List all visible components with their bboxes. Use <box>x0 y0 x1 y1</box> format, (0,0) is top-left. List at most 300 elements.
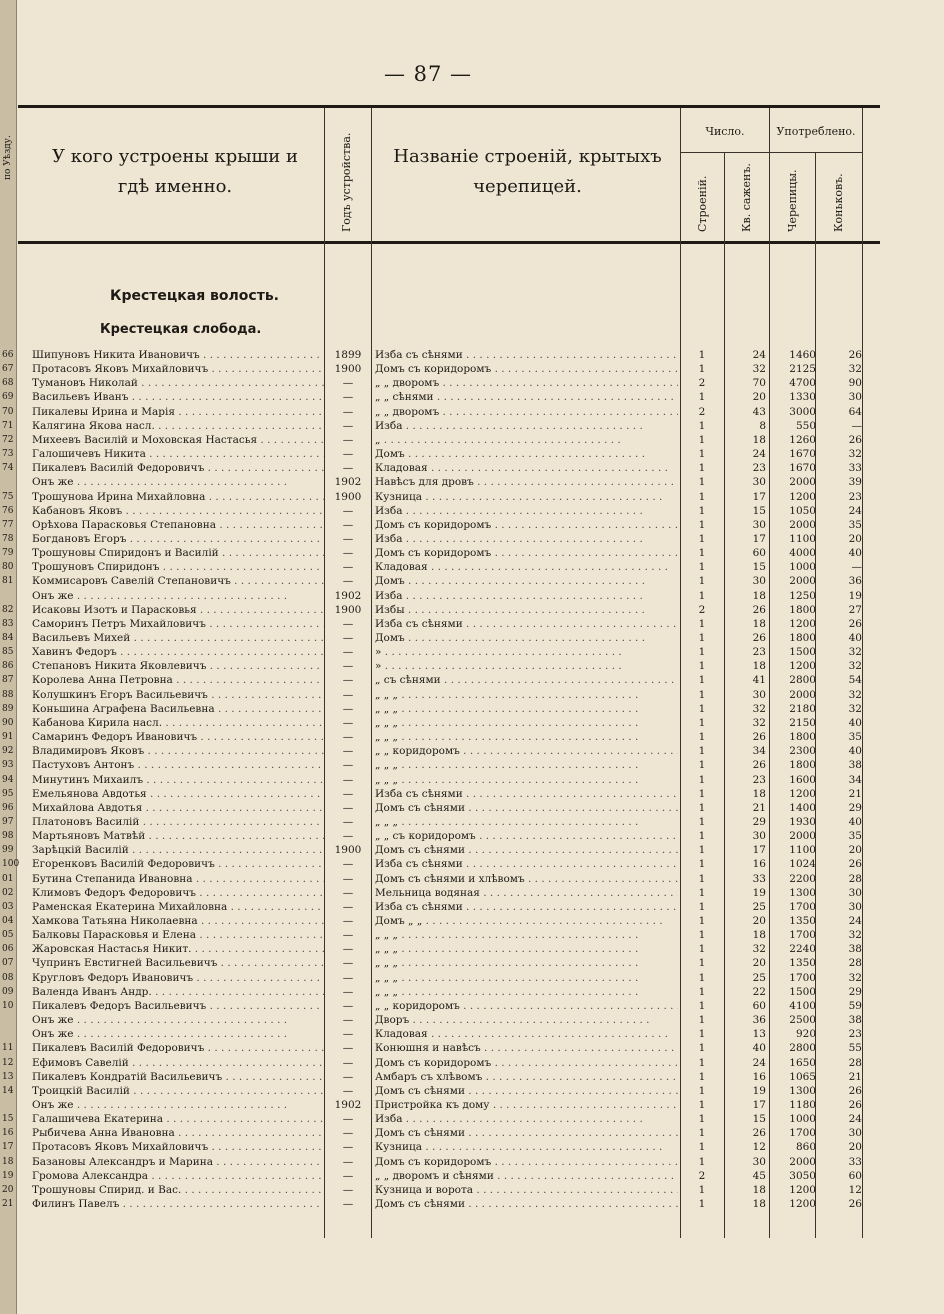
year-cell: 1900 <box>334 603 362 616</box>
row-number: 98 <box>2 831 14 842</box>
building-count: 2 <box>698 603 706 616</box>
owner-name: Трошуновъ Спиридонъ . . . <box>32 560 324 574</box>
year-cell: — <box>342 801 354 814</box>
ridge-count: 60 <box>848 1169 862 1182</box>
table-row <box>0 999 944 1013</box>
year-cell: — <box>342 957 354 970</box>
year-cell: — <box>342 943 354 956</box>
tiles-count: 2000 <box>789 688 816 701</box>
building-count: 1 <box>698 858 706 871</box>
owner-name: Васильевъ Михей . . . <box>32 631 324 645</box>
owner-name: Онъ же . . . <box>32 589 324 603</box>
building-count: 1 <box>698 547 706 560</box>
building-name: „ „ „ . . . <box>375 730 678 744</box>
year-cell: — <box>342 858 354 871</box>
table-row <box>0 872 944 886</box>
tiles-count: 2500 <box>789 1014 816 1027</box>
ridge-count: 30 <box>848 900 862 913</box>
tiles-count: 3000 <box>789 405 816 418</box>
table-row <box>0 773 944 787</box>
ridge-count: 32 <box>848 929 862 942</box>
owner-name: Хавинъ Федоръ . . . <box>32 645 324 659</box>
tiles-count: 2125 <box>789 363 816 376</box>
table-row <box>0 1027 944 1041</box>
building-count: 1 <box>698 830 706 843</box>
year-cell: — <box>342 448 354 461</box>
row-number: 73 <box>2 449 14 460</box>
ridge-count: 32 <box>848 448 862 461</box>
owner-name: Хамкова Татьяна Николаевна . . . <box>32 914 324 928</box>
row-number: 87 <box>2 675 14 686</box>
owner-name: Кабанова Кирила насл. . . . <box>32 716 324 730</box>
table-row <box>0 1155 944 1169</box>
tiles-count: 1700 <box>789 1127 816 1140</box>
table-row <box>0 645 944 659</box>
owner-name: Калягина Якова насл. . . . <box>32 419 324 433</box>
building-count: 1 <box>698 688 706 701</box>
owner-name: Громова Александра . . . <box>32 1169 324 1183</box>
row-number: 18 <box>2 1156 14 1167</box>
row-number: 90 <box>2 717 14 728</box>
tiles-count: 1330 <box>789 391 816 404</box>
building-name: Изба съ сѣнями . . . <box>375 857 678 871</box>
building-name: Изба съ сѣнями . . . <box>375 617 678 631</box>
year-cell: — <box>342 716 354 729</box>
tiles-count: 1000 <box>789 561 816 574</box>
ridge-count: 26 <box>848 858 862 871</box>
building-name: Кузница . . . <box>375 1140 678 1154</box>
building-name: Изба съ сѣнями . . . <box>375 348 678 362</box>
tiles-count: 920 <box>795 1028 816 1041</box>
building-name: Кузница . . . <box>375 490 678 504</box>
table-row <box>0 801 944 815</box>
building-count: 1 <box>698 787 706 800</box>
tiles-count: 1700 <box>789 900 816 913</box>
header-used-group: Употреблено. <box>776 125 856 138</box>
table-row <box>0 433 944 447</box>
ridge-count: 35 <box>848 518 862 531</box>
tiles-count: 1400 <box>789 801 816 814</box>
table-row <box>0 942 944 956</box>
year-cell: — <box>342 773 354 786</box>
owner-name: Степановъ Никита Яковлевичъ . . . <box>32 659 324 673</box>
year-cell: — <box>342 1155 354 1168</box>
row-number: 99 <box>2 845 14 856</box>
ridge-count: 26 <box>848 1098 862 1111</box>
building-name: Домъ съ коридоромъ . . . <box>375 1155 678 1169</box>
year-cell: — <box>342 660 354 673</box>
row-number: 09 <box>2 986 14 997</box>
building-name: Изба . . . <box>375 589 678 603</box>
row-number: 95 <box>2 788 14 799</box>
tiles-count: 1050 <box>789 504 816 517</box>
building-name: Домъ съ коридоромъ . . . <box>375 546 678 560</box>
year-cell: — <box>342 547 354 560</box>
building-name: Кладовая . . . <box>375 461 678 475</box>
tiles-count: 1350 <box>789 915 816 927</box>
year-cell: — <box>342 1070 354 1083</box>
ridge-count: 26 <box>848 1084 862 1097</box>
building-count: 1 <box>698 363 706 376</box>
tiles-count: 1180 <box>789 1098 816 1111</box>
row-number: 76 <box>2 505 14 516</box>
table-row <box>0 1056 944 1070</box>
building-count: 1 <box>698 900 706 913</box>
sajen-count: 30 <box>752 575 766 588</box>
building-name: „ . . . <box>375 433 678 447</box>
sajen-count: 17 <box>752 532 766 545</box>
ridge-count: 38 <box>848 759 862 772</box>
owner-name: Платоновъ Василій . . . <box>32 815 324 829</box>
owner-name: Трошунова Ирина Михайловна . . . <box>32 490 324 504</box>
building-name: „ „ сѣнями . . . <box>375 390 678 404</box>
year-cell: — <box>342 561 354 574</box>
year-cell: — <box>342 518 354 531</box>
owner-name: Онъ же . . . <box>32 1098 324 1112</box>
table-row <box>0 376 944 390</box>
sajen-count: 26 <box>752 731 766 744</box>
building-name: Дворъ . . . <box>375 1013 678 1027</box>
year-cell: — <box>342 929 354 942</box>
year-cell: — <box>342 433 354 446</box>
row-number: 83 <box>2 618 14 629</box>
building-name: Домъ съ коридоромъ . . . <box>375 1056 678 1070</box>
row-number: 68 <box>2 378 14 389</box>
owner-name: Саморинъ Петръ Михайловичъ . . . <box>32 617 324 631</box>
table-row <box>0 1169 944 1183</box>
row-number: 84 <box>2 633 14 643</box>
ridge-count: 40 <box>848 632 862 644</box>
table-row <box>0 546 944 560</box>
tiles-count: 4700 <box>789 377 816 390</box>
building-count: 1 <box>698 716 706 729</box>
building-count: 1 <box>698 745 706 758</box>
table-row <box>0 971 944 985</box>
building-name: Домъ съ сѣнями . . . <box>375 801 678 815</box>
row-number: 88 <box>2 689 14 700</box>
ridge-count: 90 <box>848 377 862 390</box>
tiles-count: 1200 <box>789 1183 816 1196</box>
ridge-count: 26 <box>848 617 862 630</box>
table-row <box>0 673 944 687</box>
owner-name: Троицкій Василій . . . <box>32 1084 324 1098</box>
row-number: 13 <box>2 1071 14 1082</box>
sajen-count: 16 <box>752 858 766 871</box>
year-cell: — <box>342 617 354 630</box>
year-cell: — <box>342 1113 354 1126</box>
sajen-count: 15 <box>752 561 766 574</box>
building-count: 1 <box>698 349 706 361</box>
building-count: 2 <box>698 377 706 390</box>
ridge-count: 40 <box>848 815 862 828</box>
tiles-count: 1260 <box>789 433 816 446</box>
tiles-count: 1670 <box>789 462 816 475</box>
ridge-count: 36 <box>848 575 862 588</box>
year-cell: — <box>342 1198 354 1210</box>
table-row <box>0 589 944 603</box>
header-building: Названіе строеній, крытыхъ черепицей. <box>393 146 662 197</box>
building-name: Изба . . . <box>375 504 678 518</box>
tiles-count: 1000 <box>789 1113 816 1126</box>
section-volost: Крестецкая волость. <box>110 288 279 304</box>
building-name: Домъ съ коридоромъ . . . <box>375 518 678 532</box>
row-number: 16 <box>2 1128 14 1139</box>
year-cell: — <box>342 872 354 885</box>
sajen-count: 32 <box>752 943 766 956</box>
owner-name: Жаровская Настасья Никит. . . . <box>32 942 324 956</box>
ridge-count: 40 <box>848 547 862 560</box>
table-row <box>0 1126 944 1140</box>
year-cell: — <box>342 1127 354 1140</box>
owner-name: Онъ же . . . <box>32 1027 324 1041</box>
sajen-count: 18 <box>752 787 766 800</box>
ridge-count: 30 <box>848 391 862 404</box>
ridge-count: 28 <box>848 872 862 885</box>
tiles-count: 1800 <box>789 603 816 616</box>
building-count: 1 <box>698 532 706 545</box>
year-cell: — <box>342 745 354 758</box>
tiles-count: 2300 <box>789 745 816 758</box>
building-count: 1 <box>698 518 706 531</box>
tiles-count: 1200 <box>789 1198 816 1210</box>
building-name: Домъ . . . <box>375 447 678 461</box>
ridge-count: 21 <box>848 787 862 800</box>
sajen-count: 19 <box>752 1084 766 1097</box>
owner-name: Михайлова Авдотья . . . <box>32 801 324 815</box>
tiles-count: 2180 <box>789 702 816 715</box>
building-count: 1 <box>698 660 706 673</box>
ridge-count: — <box>851 419 862 432</box>
row-number: 82 <box>2 604 14 615</box>
building-count: 1 <box>698 1127 706 1140</box>
building-count: 1 <box>698 1084 706 1097</box>
sajen-count: 15 <box>752 504 766 517</box>
owner-name: Кабановъ Яковъ . . . <box>32 504 324 518</box>
year-cell: 1899 <box>334 349 362 361</box>
owner-name: Галашичева Екатерина . . . <box>32 1112 324 1126</box>
sajen-count: 70 <box>752 377 766 390</box>
sajen-count: 60 <box>752 547 766 560</box>
row-number: 81 <box>2 576 14 587</box>
ridge-count: 27 <box>848 603 862 616</box>
row-number: 70 <box>2 406 14 417</box>
owner-name: Кругловъ Федоръ Ивановичъ . . . <box>32 971 324 985</box>
building-name: „ „ дворомъ . . . <box>375 405 678 419</box>
tiles-count: 4100 <box>789 999 816 1012</box>
page-number: — 87 — <box>383 62 473 86</box>
owner-name: Раменская Екатерина Михайловна . . . <box>32 900 324 914</box>
tiles-count: 2000 <box>789 476 816 489</box>
ridge-count: 54 <box>848 674 862 687</box>
sajen-count: 17 <box>752 1098 766 1111</box>
sajen-count: 19 <box>752 886 766 899</box>
row-number: 04 <box>2 916 14 926</box>
sajen-count: 26 <box>752 759 766 772</box>
owner-name: Минутинъ Михаилъ . . . <box>32 773 324 787</box>
tiles-count: 2000 <box>789 830 816 843</box>
table-row <box>0 702 944 716</box>
building-name: „ „ „ . . . <box>375 716 678 730</box>
row-number: 91 <box>2 732 14 743</box>
sajen-count: 22 <box>752 985 766 998</box>
owner-name: Коммисаровъ Савелій Степановичъ . . . <box>32 574 324 588</box>
year-cell: — <box>342 1084 354 1097</box>
owner-name: Шипуновъ Никита Ивановичъ . . . <box>32 348 324 362</box>
year-cell: — <box>342 830 354 843</box>
tiles-count: 1930 <box>789 815 816 828</box>
building-name: Конюшня и навѣсъ . . . <box>375 1041 678 1055</box>
owner-name: Пикалевъ Василій Федоровичъ . . . <box>32 1041 324 1055</box>
building-count: 1 <box>698 433 706 446</box>
building-count: 1 <box>698 929 706 942</box>
building-count: 1 <box>698 702 706 715</box>
tiles-count: 1350 <box>789 957 816 970</box>
year-cell: 1900 <box>334 363 362 376</box>
building-name: Мельница водяная . . . <box>375 886 678 900</box>
header-ridge: Коньковъ. <box>832 173 845 232</box>
year-cell: — <box>342 419 354 432</box>
table-row <box>0 348 944 362</box>
sajen-count: 23 <box>752 462 766 475</box>
building-count: 1 <box>698 1070 706 1083</box>
building-count: 1 <box>698 1141 706 1154</box>
table-row <box>0 914 944 928</box>
year-cell: — <box>342 646 354 659</box>
row-number: 85 <box>2 647 14 658</box>
tiles-count: 2000 <box>789 575 816 588</box>
sajen-count: 24 <box>752 349 766 361</box>
ridge-count: 28 <box>848 1056 862 1069</box>
year-cell: 1902 <box>334 1098 362 1111</box>
year-cell: — <box>342 1028 354 1041</box>
building-count: 1 <box>698 419 706 432</box>
owner-name: Балковы Парасковья и Елена . . . <box>32 928 324 942</box>
building-count: 1 <box>698 1056 706 1069</box>
year-cell: — <box>342 915 354 927</box>
owner-name: Пикалевъ Василій Федоровичъ . . . <box>32 461 324 475</box>
year-cell: — <box>342 1169 354 1182</box>
building-count: 1 <box>698 646 706 659</box>
owner-name: Чупринъ Евстигней Васильевичъ . . . <box>32 956 324 970</box>
owner-name: Владимировъ Яковъ . . . <box>32 744 324 758</box>
ridge-count: 32 <box>848 363 862 376</box>
row-number: 08 <box>2 972 14 983</box>
building-name: Кузница и ворота . . . <box>375 1183 678 1197</box>
row-number: 05 <box>2 930 14 941</box>
building-count: 1 <box>698 504 706 517</box>
ridge-count: 20 <box>848 532 862 545</box>
row-number: 07 <box>2 958 14 969</box>
ridge-count: 30 <box>848 1127 862 1140</box>
tiles-count: 1670 <box>789 448 816 461</box>
tiles-count: 1100 <box>789 532 816 545</box>
sajen-count: 32 <box>752 702 766 715</box>
header-number-group: Число. <box>705 125 745 138</box>
table-row <box>0 461 944 475</box>
year-cell: — <box>342 886 354 899</box>
sajen-count: 18 <box>752 433 766 446</box>
year-cell: — <box>342 900 354 913</box>
tiles-count: 1460 <box>789 349 816 361</box>
tiles-count: 1200 <box>789 787 816 800</box>
table-row <box>0 985 944 999</box>
sajen-count: 18 <box>752 660 766 673</box>
row-number: 86 <box>2 661 14 672</box>
ridge-count: 23 <box>848 1028 862 1041</box>
sajen-count: 20 <box>752 391 766 404</box>
table-row <box>0 815 944 829</box>
building-name: Домъ съ сѣнями . . . <box>375 1197 678 1211</box>
sajen-count: 45 <box>752 1169 766 1182</box>
row-number: 77 <box>2 519 14 530</box>
sajen-count: 21 <box>752 801 766 814</box>
building-count: 1 <box>698 999 706 1012</box>
row-number: 02 <box>2 887 14 898</box>
ridge-count: 33 <box>848 1155 862 1168</box>
table-row <box>0 603 944 617</box>
building-count: 1 <box>698 1183 706 1196</box>
table-row <box>0 886 944 900</box>
year-cell: — <box>342 462 354 475</box>
building-count: 1 <box>698 773 706 786</box>
row-number: 03 <box>2 901 14 912</box>
year-cell: — <box>342 674 354 687</box>
sajen-count: 43 <box>752 405 766 418</box>
sajen-count: 34 <box>752 745 766 758</box>
table-row <box>0 405 944 419</box>
owner-name: Филинъ Павелъ . . . <box>32 1197 324 1211</box>
margin-text: по Уѣзду. <box>3 135 13 180</box>
row-number: 79 <box>2 548 14 559</box>
owner-name: Климовъ Федоръ Федоровичъ . . . <box>32 886 324 900</box>
owner-name: Протасовъ Яковъ Михайловичъ . . . <box>32 362 324 376</box>
ridge-count: 26 <box>848 349 862 361</box>
sajen-count: 12 <box>752 1141 766 1154</box>
sajen-count: 30 <box>752 476 766 489</box>
year-cell: — <box>342 405 354 418</box>
sajen-count: 30 <box>752 830 766 843</box>
building-count: 1 <box>698 1028 706 1041</box>
table-row <box>0 857 944 871</box>
owner-name: Михеевъ Василій и Моховская Настасья . . . <box>32 433 324 447</box>
table-row <box>0 956 944 970</box>
building-count: 1 <box>698 391 706 404</box>
owner-name: Трошуновы Спирид. и Вас. . . . <box>32 1183 324 1197</box>
ridge-count: 12 <box>848 1183 862 1196</box>
tiles-count: 1200 <box>789 660 816 673</box>
header-buildings: Строеній. <box>696 175 709 232</box>
row-number: 97 <box>2 816 14 827</box>
row-number: 19 <box>2 1170 14 1181</box>
building-name: „ „ коридоромъ . . . <box>375 999 678 1013</box>
row-number: 75 <box>2 491 14 502</box>
sajen-count: 25 <box>752 900 766 913</box>
year-cell: — <box>342 377 354 390</box>
building-name: Домъ съ сѣнями . . . <box>375 1084 678 1098</box>
owner-name: Емельянова Авдотья . . . <box>32 787 324 801</box>
building-name: „ „ „ . . . <box>375 928 678 942</box>
building-name: Домъ съ сѣнями и хлѣвомъ . . . <box>375 872 678 886</box>
sajen-count: 24 <box>752 1056 766 1069</box>
ridge-count: 24 <box>848 1113 862 1126</box>
table-row <box>0 390 944 404</box>
ridge-count: 21 <box>848 1070 862 1083</box>
sajen-count: 18 <box>752 617 766 630</box>
building-count: 1 <box>698 886 706 899</box>
tiles-count: 2150 <box>789 716 816 729</box>
table-top-rule <box>18 105 880 108</box>
owner-name: Пикалевъ Кондратій Васильевичъ . . . <box>32 1070 324 1084</box>
